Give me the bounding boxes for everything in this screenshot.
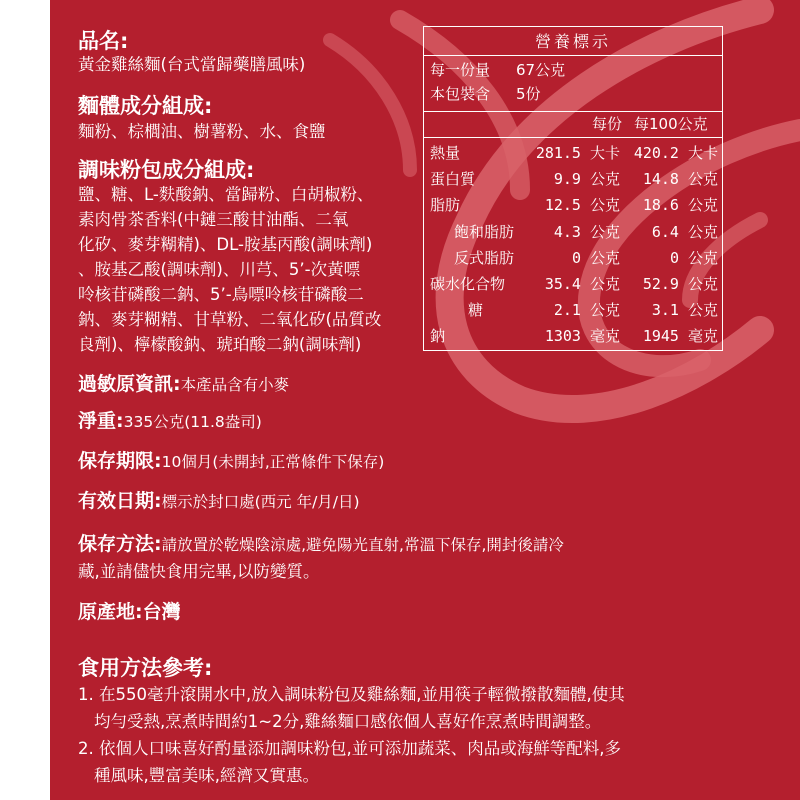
nutrient-per-serving: 12.5 公克: [544, 196, 620, 215]
expiry-row: [78, 487, 360, 516]
shelf-life-row: [78, 447, 384, 476]
pack-label: 本包裝含: [430, 85, 491, 103]
allergen-value: 本產品含有小麥: [180, 376, 290, 394]
expiry-label: 有效日期:: [78, 490, 162, 512]
seasoning-line: 、胺基乙酸(調味劑)、川芎、5’-次黃嘌: [78, 260, 361, 279]
nutrient-per-serving: 281.5 大卡: [535, 144, 620, 162]
nutrient-per-100g: 3.1 公克: [651, 301, 718, 320]
nutrient-per-serving: 1303 毫克: [544, 327, 620, 346]
allergen-label: 過敏原資訊:: [78, 373, 181, 395]
nutrient-per-100g: 0 公克: [669, 248, 718, 267]
storage-value-continued: 藏,並請儘快食用完畢,以防變質。: [78, 562, 320, 581]
nutrient-name: 反式脂肪: [454, 248, 515, 267]
seasoning-line: 素肉骨茶香料(中鏈三酸甘油酯、二氧: [78, 210, 349, 229]
net-weight-row: [78, 407, 262, 436]
nutrient-per-100g: 1945 毫克: [642, 327, 718, 346]
net-weight-value: 335公克(11.8盎司): [123, 413, 262, 431]
seasoning-ingredients-heading: 調味粉包成分組成:: [78, 158, 255, 182]
nutrient-per-serving: 2.1 公克: [553, 301, 620, 320]
serving-label: 每一份量: [430, 61, 491, 79]
usage-step-2-continued: 種風味,豐富美味,經濟又實惠。: [94, 766, 319, 785]
nutrient-name: 鈉: [430, 327, 446, 346]
nutrient-name: 熱量: [430, 144, 461, 162]
net-weight-label: 淨重:: [78, 410, 124, 432]
seasoning-line: 良劑)、檸檬酸鈉、琥珀酸二鈉(調味劑): [78, 335, 362, 354]
seasoning-line: 呤核苷磷酸二鈉、5’-鳥嘌呤核苷磷酸二: [78, 285, 364, 304]
nutrient-per-serving: 0 公克: [571, 248, 620, 267]
product-name-label: 品名:: [78, 29, 129, 53]
nutrient-per-100g: 14.8 公克: [642, 170, 718, 189]
column-per-100g: 每100公克: [634, 115, 708, 133]
origin-row: [78, 598, 181, 627]
nutrient-name: 碳水化合物: [430, 275, 506, 293]
pack-value: 5份: [516, 85, 541, 103]
nutrient-per-100g: 6.4 公克: [651, 222, 718, 241]
product-name-value: 黃金雞絲麵(台式當歸藥膳風味): [78, 55, 306, 74]
nutrient-per-100g: 18.6 公克: [642, 196, 718, 215]
usage-step-2: 2. 依個人口味喜好酌量添加調味粉包,並可添加蔬菜、肉品或海鮮等配料,多: [78, 739, 621, 758]
origin-label: 原產地:: [78, 601, 143, 623]
shelf-life-value: 10個月(未開封,正常條件下保存): [161, 453, 385, 471]
storage-value: 請放置於乾燥陰涼處,避免陽光直射,常溫下保存,開封後請冷: [161, 536, 564, 554]
nutrition-table: [423, 26, 723, 351]
seasoning-line: 鹽、糖、L-麩酸鈉、當歸粉、白胡椒粉、: [78, 185, 374, 204]
seasoning-line: 化矽、麥芽糊精)、DL-胺基丙酸(調味劑): [78, 235, 373, 254]
nutrition-title: 營養標示: [534, 32, 611, 51]
nutrient-name: 蛋白質: [430, 170, 476, 189]
column-per-serving: 每份: [592, 115, 623, 133]
allergen-row: [78, 370, 289, 399]
serving-value: 67公克: [516, 61, 566, 79]
nutrient-name: 飽和脂肪: [454, 222, 515, 241]
storage-row: [78, 530, 564, 559]
nutrient-per-100g: 420.2 大卡: [633, 144, 718, 162]
nutrient-name: 脂肪: [430, 196, 461, 215]
usage-step-1-continued: 均勻受熱,烹煮時間約1~2分,雞絲麵口感依個人喜好作烹煮時間調整。: [94, 712, 602, 731]
storage-label: 保存方法:: [78, 533, 162, 555]
origin-value: 台灣: [142, 601, 181, 623]
seasoning-line: 鈉、麥芽糊精、甘草粉、二氧化矽(品質改: [78, 310, 382, 329]
nutrient-per-serving: 4.3 公克: [553, 222, 620, 241]
expiry-value: 標示於封口處(西元 年/月/日): [161, 493, 360, 511]
nutrient-per-serving: 9.9 公克: [553, 170, 620, 189]
shelf-life-label: 保存期限:: [78, 450, 162, 472]
noodle-ingredients-text: 麵粉、棕櫚油、樹薯粉、水、食鹽: [78, 122, 326, 141]
nutrient-name: 糖: [468, 301, 484, 320]
usage-step-1: 1. 在550毫升滾開水中,放入調味粉包及雞絲麵,並用筷子輕微撥散麵體,使其: [78, 685, 625, 704]
nutrient-per-100g: 52.9 公克: [642, 275, 718, 293]
usage-heading: 食用方法參考:: [78, 656, 213, 680]
nutrient-per-serving: 35.4 公克: [544, 275, 620, 293]
noodle-ingredients-heading: 麵體成分組成:: [78, 94, 213, 118]
